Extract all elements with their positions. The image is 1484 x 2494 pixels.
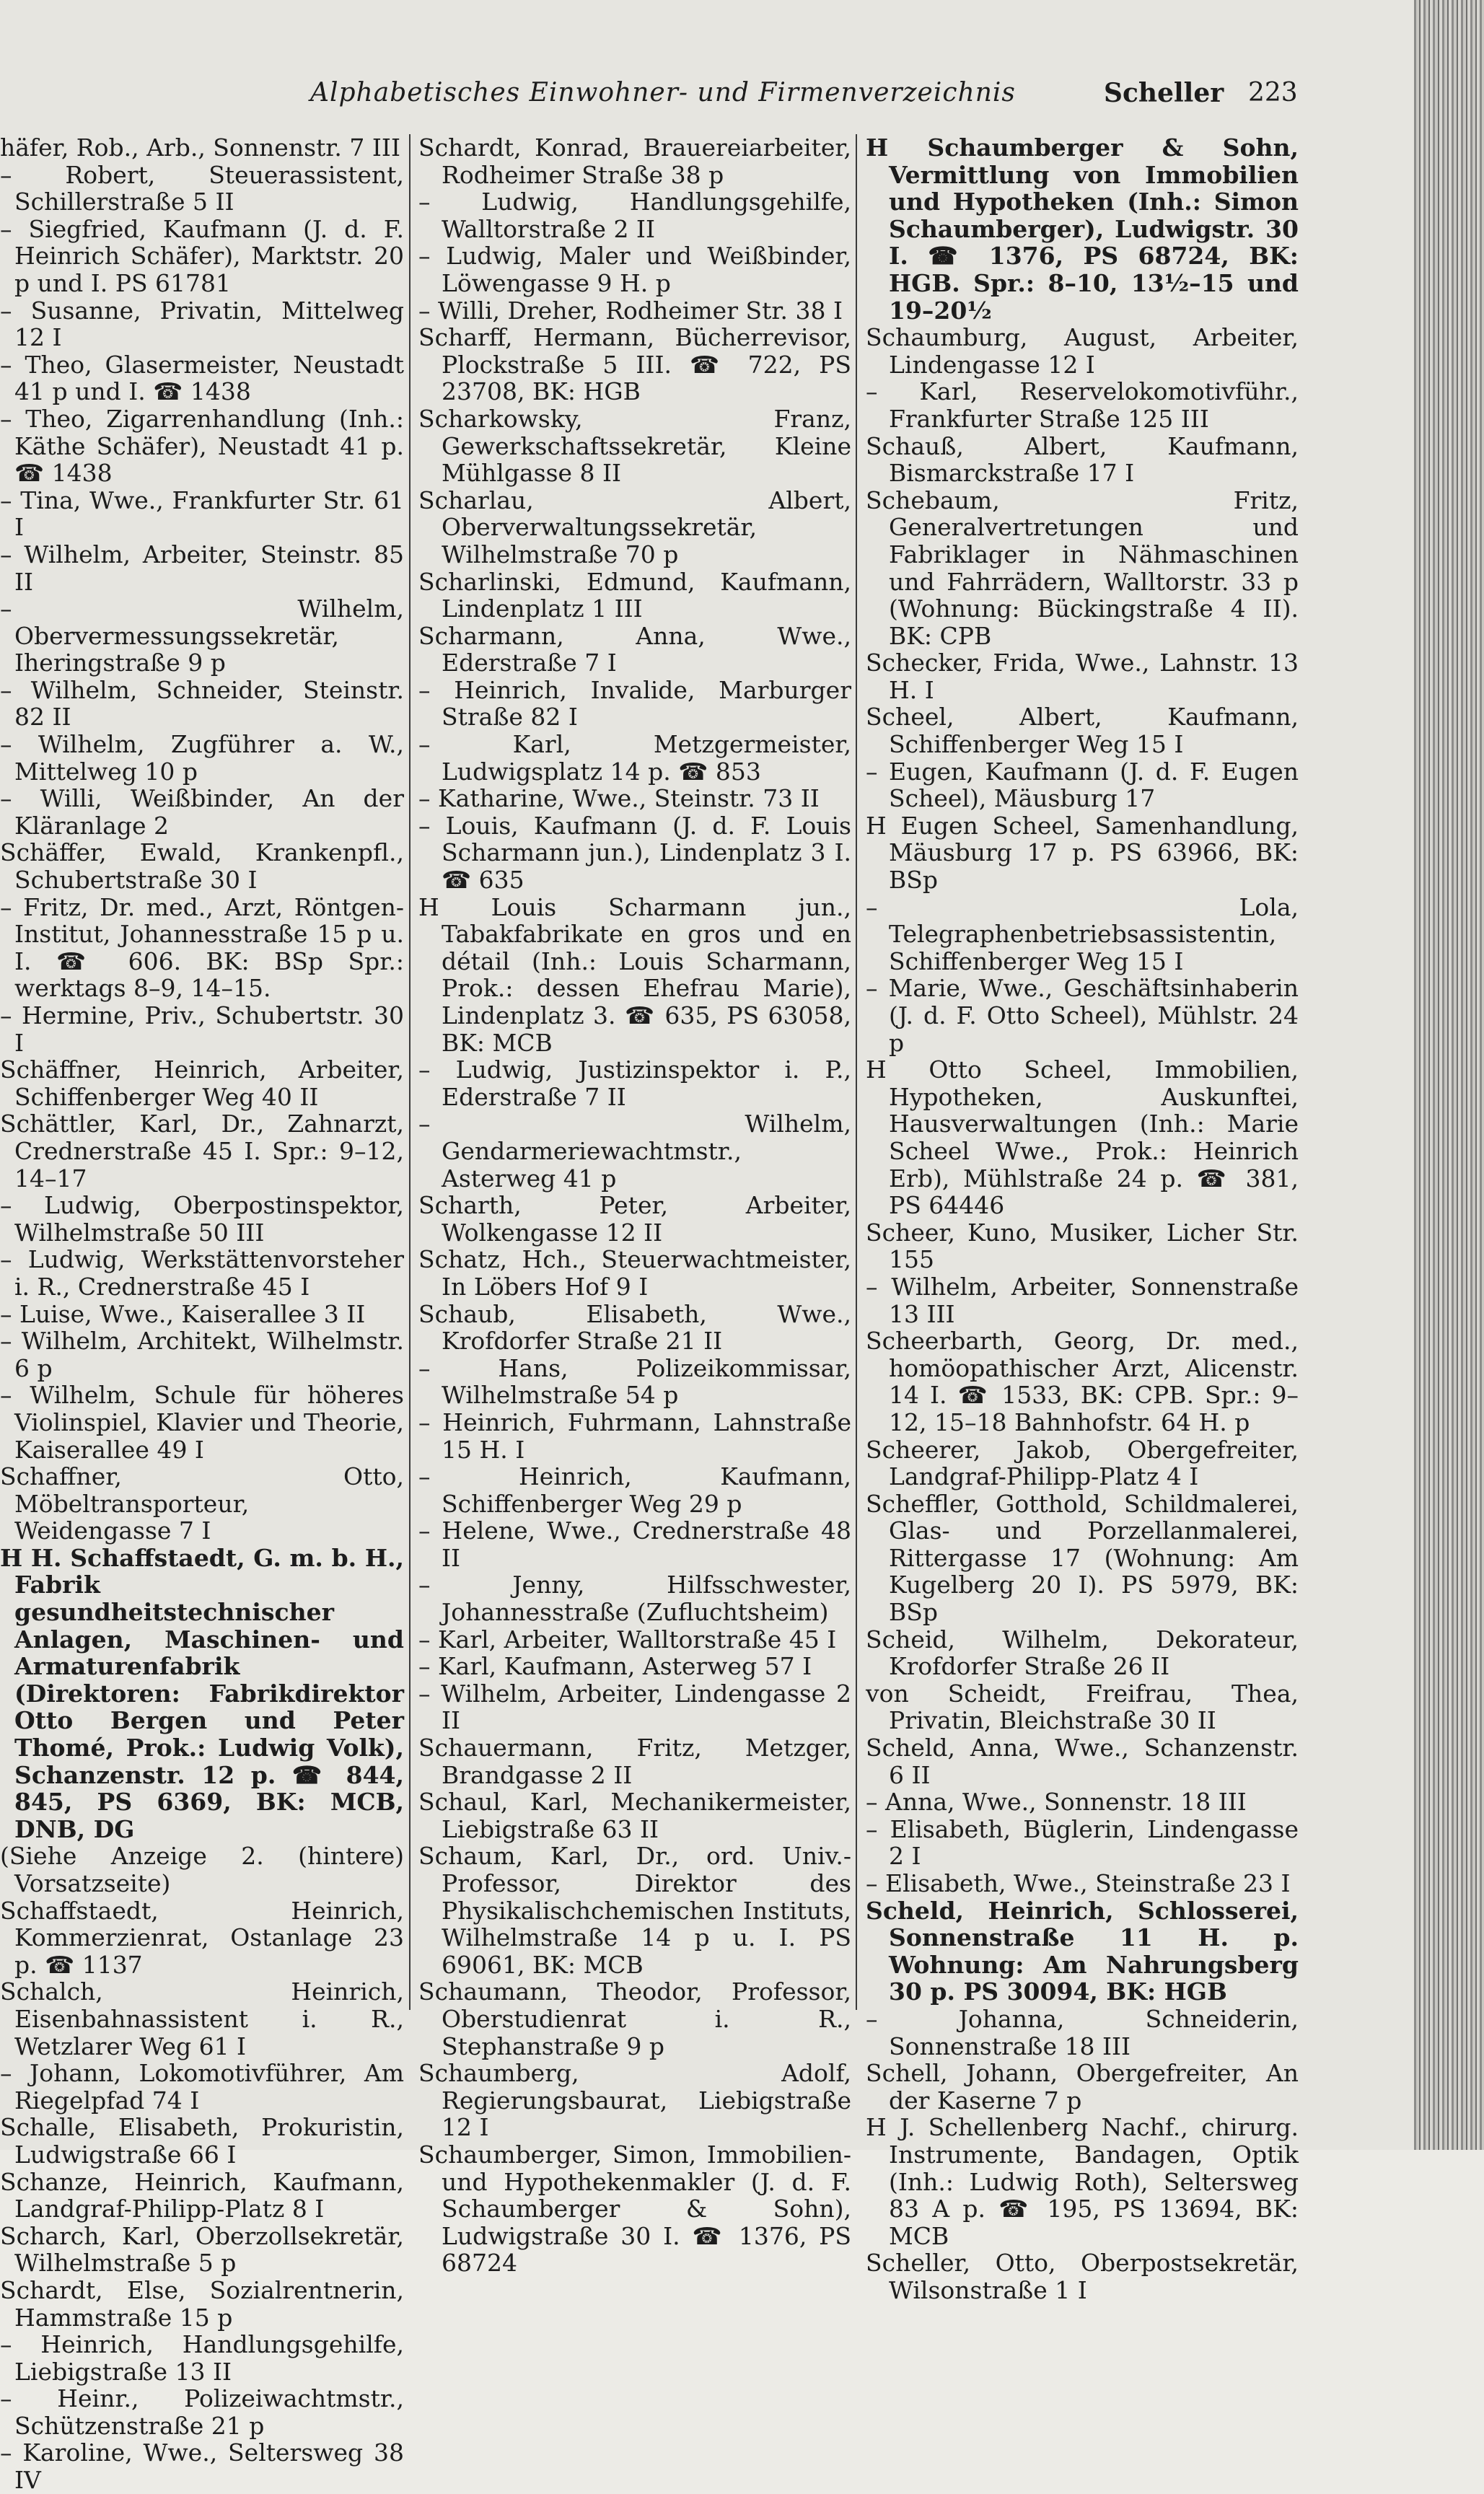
directory-entry: – Karl, Kaufmann, Asterweg 57 I xyxy=(418,1652,812,1681)
directory-entry: – Ludwig, Handlungsgehilfe, Walltorstraße 2 II xyxy=(418,188,851,243)
directory-entry: – Karl, Metzgermeister, Ludwigsplatz 14 p. ☎ 853 xyxy=(418,730,851,786)
directory-entry: Schardt, Konrad, Brauereiarbeiter, Rodheimer Straße 38 p xyxy=(418,133,851,189)
directory-entry: – Elisabeth, Büglerin, Lindengasse 2 I xyxy=(866,1814,1299,1871)
directory-entry: – Heinrich, Handlungsgehilfe, Liebigstraße 13 II xyxy=(0,2330,404,2386)
directory-entry: von Scheidt, Freifrau, Thea, Privatin, Bleichstraße 30 II xyxy=(866,1679,1299,1735)
directory-entry: H Schaumberger & Sohn, Vermittlung von Immobilien und Hypotheken (Inh.: Simon Schaumberger), Ludwigstr. 30 I. ☎ 1376, PS 68724, BK: HGB. Spr.: 8–10, 13½–15 und 19–20½ xyxy=(866,133,1299,325)
directory-entry: Schäffner, Heinrich, Arbeiter, Schiffenberger Weg 40 II xyxy=(0,1055,404,1111)
directory-entry: – Louis, Kaufmann (J. d. F. Louis Scharmann jun.), Lindenplatz 3 I. ☎ 635 xyxy=(418,811,851,895)
directory-entry: Scheerbarth, Georg, Dr. med., homöopathischer Arzt, Alicenstr. 14 I. ☎ 1533, BK: CPB. Spr.: 9–12, 15–18 Bahnhofstr. 64 H. p xyxy=(866,1327,1299,1436)
directory-entry: Scheld, Heinrich, Schlosserei, Sonnenstraße 11 H. p. Wohnung: Am Nahrungsberg 30 p. PS 30094, BK: HGB xyxy=(866,1896,1299,2006)
directory-entry: – Heinrich, Kaufmann, Schiffenberger Weg 29 p xyxy=(418,1462,851,1518)
directory-entry: – Eugen, Kaufmann (J. d. F. Eugen Scheel), Mäusburg 17 xyxy=(866,757,1299,813)
directory-entry: – Wilhelm, Schule für höheres Violinspiel, Klavier und Theorie, Kaiserallee 49 I xyxy=(0,1381,404,1464)
directory-entry: H Eugen Scheel, Samenhandlung, Mäusburg 17 p. PS 63966, BK: BSp xyxy=(866,811,1299,895)
directory-entry: – Wilhelm, Gendarmeriewachtmstr., Asterweg 41 p xyxy=(418,1110,851,1193)
directory-entry: – Ludwig, Maler und Weißbinder, Löwengasse 9 H. p xyxy=(418,242,851,297)
directory-entry: H J. Schellenberg Nachf., chirurg. Instrumente, Bandagen, Optik (Inh.: Ludwig Roth), Seltersweg 83 A p. ☎ 195, PS 13694, BK: MCB xyxy=(866,2113,1299,2250)
directory-entry: Scheffler, Gotthold, Schildmalerei, Glas- und Porzellanmalerei, Rittergasse 17 (Wohnung: Am Kugelberg 20 I). PS 5979, BK: BSp xyxy=(866,1489,1299,1627)
directory-entry: – Susanne, Privatin, Mittelweg 12 I xyxy=(0,296,404,352)
running-title: Alphabetisches Einwohner- und Firmenverzeichnis xyxy=(310,78,1016,107)
directory-entry: – Heinr., Polizeiwachtmstr., Schützenstraße 21 p xyxy=(0,2384,404,2440)
directory-entry: Scharth, Peter, Arbeiter, Wolkengasse 12 II xyxy=(418,1191,851,1247)
directory-entry: – Ludwig, Werkstättenvorsteher i. R., Crednerstraße 45 I xyxy=(0,1245,404,1301)
directory-entry: – Fritz, Dr. med., Arzt, Röntgen-Institut, Johannesstraße 15 p u. I. ☎ 606. BK: BSp Spr.: werktags 8–9, 14–15. xyxy=(0,892,404,1003)
directory-entry: häfer, Rob., Arb., Sonnenstr. 7 III xyxy=(0,133,400,162)
directory-entry: Schaumann, Theodor, Professor, Oberstudienrat i. R., Stephanstraße 9 p xyxy=(418,1977,851,2060)
directory-entry: H Louis Scharmann jun., Tabakfabrikate en gros und en détail (Inh.: Louis Scharmann, Prok.: dessen Ehefrau Marie), Lindenplatz 3. ☎ 635, PS 63058, BK: MCB xyxy=(418,892,851,1057)
directory-entry: – Johanna, Schneiderin, Sonnenstraße 18 III xyxy=(866,2004,1299,2060)
directory-entry: Schaum, Karl, Dr., ord. Univ.-Professor, Direktor des Physikalischchemischen Instituts, Wilhelmstraße 14 p u. I. PS 69061, BK: MCB xyxy=(418,1842,851,1979)
directory-entry: H H. Schaffstaedt, G. m. b. H., Fabrik gesundheitstechnischer Anlagen, Maschinen- und Armaturenfabrik (Direktoren: Fabrikdirektor Otto Bergen und Peter Thomé, Prok.: Ludwig Volk), Schanzenstr. 12 p. ☎ 844, 845, PS 6369, BK: MCB, DNB, DG xyxy=(0,1543,404,1843)
directory-entry: – Wilhelm, Obervermessungssekretär, Iheringstraße 9 p xyxy=(0,594,404,677)
directory-entry: – Robert, Steuerassistent, Schillerstraße 5 II xyxy=(0,160,404,216)
directory-entry: Schardt, Else, Sozialrentnerin, Hammstraße 15 p xyxy=(0,2275,404,2332)
directory-entry: Scharmann, Anna, Wwe., Ederstraße 7 I xyxy=(418,621,851,677)
directory-entry: Schaumburg, August, Arbeiter, Lindengasse 12 I xyxy=(866,323,1299,379)
directory-entry: Schanze, Heinrich, Kaufmann, Landgraf-Philipp-Platz 8 I xyxy=(0,2167,404,2223)
directory-entry: – Heinrich, Invalide, Marburger Straße 82 I xyxy=(418,675,851,732)
directory-entry: Schaul, Karl, Mechanikermeister, Liebigstraße 63 II xyxy=(418,1788,851,1843)
directory-entry: Schaub, Elisabeth, Wwe., Krofdorfer Straße 21 II xyxy=(418,1299,851,1356)
directory-entry: Scharff, Hermann, Bücherrevisor, Plockstraße 5 III. ☎ 722, PS 23708, BK: HGB xyxy=(418,323,851,406)
directory-entry: – Hermine, Priv., Schubertstr. 30 I xyxy=(0,1001,404,1057)
column-rule-1 xyxy=(409,134,410,2010)
directory-entry: Schaumberger, Simon, Immobilien- und Hypothekenmakler (J. d. F. Schaumberger & Sohn), Ludwigstraße 30 I. ☎ 1376, PS 68724 xyxy=(418,2140,851,2278)
directory-entry: Scharlau, Albert, Oberverwaltungssekretär, Wilhelmstraße 70 p xyxy=(418,486,851,568)
directory-entry: Scheller, Otto, Oberpostsekretär, Wilsonstraße 1 I xyxy=(866,2249,1299,2304)
directory-entry: Schalch, Heinrich, Eisenbahnassistent i. R., Wetzlarer Weg 61 I xyxy=(0,1977,404,2060)
directory-entry: Schebaum, Fritz, Generalvertretungen und Fabriklager in Nähmaschinen und Fahrrädern, Walltorstr. 33 p (Wohnung: Bückingstraße 4 II). BK: CPB xyxy=(866,486,1299,650)
directory-entry: – Luise, Wwe., Kaiserallee 3 II xyxy=(0,1299,366,1328)
directory-entry: – Anna, Wwe., Sonnenstr. 18 III xyxy=(866,1788,1247,1817)
directory-entry: Scheerer, Jakob, Obergefreiter, Landgraf-Philipp-Platz 4 I xyxy=(866,1435,1299,1491)
directory-entry: – Wilhelm, Arbeiter, Lindengasse 2 II xyxy=(418,1679,851,1735)
directory-entry: – Johann, Lokomotivführer, Am Riegelpfad 74 I xyxy=(0,2059,404,2115)
directory-entry: – Heinrich, Fuhrmann, Lahnstraße 15 H. I xyxy=(418,1408,851,1464)
directory-entry: – Willi, Dreher, Rodheimer Str. 38 I xyxy=(418,296,843,325)
directory-entry: – Lola, Telegraphenbetriebsassistentin, Schiffenberger Weg 15 I xyxy=(866,892,1299,975)
directory-entry: Scheel, Albert, Kaufmann, Schiffenberger Weg 15 I xyxy=(866,703,1299,759)
directory-entry: – Theo, Zigarrenhandlung (Inh.: Käthe Schäfer), Neustadt 41 p. ☎ 1438 xyxy=(0,404,404,488)
page-edge-stack xyxy=(1414,0,1484,2150)
directory-entry: – Ludwig, Justizinspektor i. P., Ederstraße 7 II xyxy=(418,1055,851,1111)
directory-entry: (Siehe Anzeige 2. (hintere) Vorsatzseite) xyxy=(0,1842,404,1897)
directory-entry: Schalle, Elisabeth, Prokuristin, Ludwigstraße 66 I xyxy=(0,2113,404,2169)
directory-entry: Schäffer, Ewald, Krankenpfl., Schubertstraße 30 I xyxy=(0,838,404,895)
directory-entry: – Wilhelm, Arbeiter, Steinstr. 85 II xyxy=(0,540,404,596)
directory-entry: – Wilhelm, Zugführer a. W., Mittelweg 10 p xyxy=(0,730,404,786)
directory-entry: Scheer, Kuno, Musiker, Licher Str. 155 xyxy=(866,1218,1299,1274)
directory-entry: – Helene, Wwe., Crednerstraße 48 II xyxy=(418,1516,851,1572)
directory-entry: – Willi, Weißbinder, An der Kläranlage 2 xyxy=(0,784,404,840)
directory-entry: – Katharine, Wwe., Steinstr. 73 II xyxy=(418,784,820,813)
directory-entry: – Elisabeth, Wwe., Steinstraße 23 I xyxy=(866,1869,1291,1897)
directory-entry: Schatz, Hch., Steuerwachtmeister, In Löbers Hof 9 I xyxy=(418,1245,851,1301)
directory-entry: – Siegfried, Kaufmann (J. d. F. Heinrich Schäfer), Marktstr. 20 p und I. PS 61781 xyxy=(0,214,404,297)
directory-entry: Scharlinski, Edmund, Kaufmann, Lindenplatz 1 III xyxy=(418,567,851,623)
directory-entry: – Hans, Polizeikommissar, Wilhelmstraße 54 p xyxy=(418,1353,851,1410)
directory-entry: – Wilhelm, Arbeiter, Sonnenstraße 13 III xyxy=(866,1272,1299,1328)
directory-entry: Schauermann, Fritz, Metzger, Brandgasse 2 II xyxy=(418,1734,851,1789)
column-3 xyxy=(866,134,1299,2304)
directory-entry: – Ludwig, Oberpostinspektor, Wilhelmstraße 50 III xyxy=(0,1191,404,1247)
page-number: 223 xyxy=(1248,78,1298,107)
directory-entry: H Otto Scheel, Immobilien, Hypotheken, Auskunftei, Hausverwaltungen (Inh.: Marie Scheel Wwe., Prok.: Heinrich Erb), Mühlstraße 24 p. ☎ 381, PS 64446 xyxy=(866,1055,1299,1220)
directory-entry: Scharkowsky, Franz, Gewerkschaftssekretär, Kleine Mühlgasse 8 II xyxy=(418,404,851,488)
directory-entry: – Wilhelm, Schneider, Steinstr. 82 II xyxy=(0,675,404,732)
directory-entry: Scheid, Wilhelm, Dekorateur, Krofdorfer Straße 26 II xyxy=(866,1625,1299,1681)
directory-entry: – Karoline, Wwe., Seltersweg 38 IV xyxy=(0,2438,404,2494)
column-2 xyxy=(418,134,851,2277)
directory-entry: – Marie, Wwe., Geschäftsinhaberin (J. d. F. Otto Scheel), Mühlstr. 24 p xyxy=(866,974,1299,1057)
directory-entry: Schauß, Albert, Kaufmann, Bismarckstraße 17 I xyxy=(866,431,1299,488)
directory-entry: – Wilhelm, Architekt, Wilhelmstr. 6 p xyxy=(0,1327,404,1382)
directory-entry: – Karl, Arbeiter, Walltorstraße 45 I xyxy=(418,1625,837,1654)
column-1 xyxy=(0,134,404,2494)
directory-entry: – Jenny, Hilfsschwester, Johannesstraße (Zufluchtsheim) xyxy=(418,1571,851,1627)
directory-entry: Schecker, Frida, Wwe., Lahnstr. 13 H. I xyxy=(866,649,1299,704)
directory-entry: – Karl, Reservelokomotivführ., Frankfurter Straße 125 III xyxy=(866,377,1299,433)
directory-entry: Scheld, Anna, Wwe., Schanzenstr. 6 II xyxy=(866,1734,1299,1789)
directory-entry: – Tina, Wwe., Frankfurter Str. 61 I xyxy=(0,486,404,542)
directory-entry: – Theo, Glasermeister, Neustadt 41 p und I. ☎ 1438 xyxy=(0,350,404,406)
directory-entry: Scharch, Karl, Oberzollsekretär, Wilhelmstraße 5 p xyxy=(0,2221,404,2278)
directory-entry: Schaumberg, Adolf, Regierungsbaurat, Liebigstraße 12 I xyxy=(418,2059,851,2142)
directory-entry: Schättler, Karl, Dr., Zahnarzt, Crednerstraße 45 I. Spr.: 9–12, 14–17 xyxy=(0,1110,404,1193)
directory-entry: Schaffner, Otto, Möbeltransporteur, Weidengasse 7 I xyxy=(0,1462,404,1545)
column-rule-2 xyxy=(856,134,857,2010)
page-header xyxy=(303,78,1298,121)
catchword: Scheller xyxy=(1104,78,1224,108)
directory-entry: Schell, Johann, Obergefreiter, An der Kaserne 7 p xyxy=(866,2059,1299,2115)
directory-entry: Schaffstaedt, Heinrich, Kommerzienrat, Ostanlage 23 p. ☎ 1137 xyxy=(0,1896,404,1979)
